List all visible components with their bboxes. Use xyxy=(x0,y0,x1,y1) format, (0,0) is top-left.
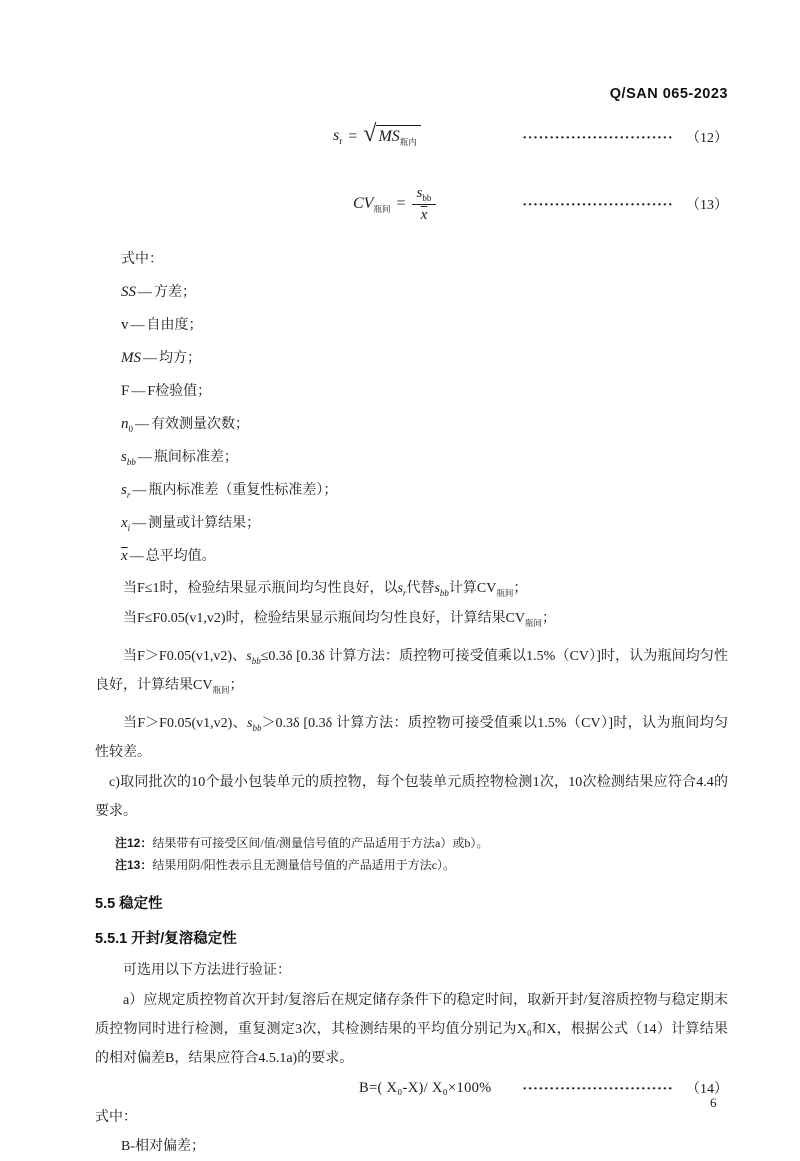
square-root xyxy=(363,121,421,149)
fraction-numerator: $s_{bb}$ xyxy=(412,184,437,205)
term-xbar: $\overline{x}$ — 总平均值。 xyxy=(121,548,216,564)
term-xi: $x_i$ — 测量或计算结果； xyxy=(121,515,261,533)
heading-5-5-1: 5.5.1 开封/复溶稳定性 xyxy=(95,931,237,947)
page-number: 6 xyxy=(710,1095,717,1110)
equation-12-formula: $s_r$ = √ $MS_{瓶内}$ xyxy=(333,125,421,149)
paragraph-method-a: a）应规定质控物首次开封/复溶后在规定储存条件下的稳定时间，取新开封/复溶质控物与稳定期末质控物同时进行检测，重复测定3次，其检测结果的平均值分别记为X₀和X，根据公式（14）计算结果的相对偏差B，结果应符合4.5.1a)的要求。 xyxy=(95,993,728,1066)
term-n0: $n_0$ — 有效测量次数； xyxy=(121,416,249,434)
term-v: v — 自由度； xyxy=(121,317,203,333)
note-13: 注13：结果用阴/阳性表示且无测量信号值的产品适用于方法c）。 xyxy=(115,858,456,872)
term-sr: $s_r$ — 瓶内标准差（重复性标准差）； xyxy=(121,482,338,500)
radical-sign: √ xyxy=(363,121,377,147)
heading-5-5: 5.5 稳定性 xyxy=(95,896,163,912)
equation-14 xyxy=(95,1075,728,1101)
doc-code-header: Q/SAN 065-2023 xyxy=(609,86,728,102)
term-b: B-相对偏差； xyxy=(121,1139,205,1154)
paragraph-f-gt-f005-good: 当F＞F0.05(v1,v2)、$s_{bb}\le 0.3\delta$ [0.3δ 计算方法：质控物可接受值乘以1.5%（CV）]时，认为瓶间均匀性良好，计算结果$CV_{瓶间}$； xyxy=(95,649,728,695)
term-sbb: $s_{bb}$ — 瓶间标准差； xyxy=(121,449,238,467)
notes xyxy=(95,832,728,876)
dotted-leader xyxy=(522,135,674,140)
paragraph-method-c: c)取同批次的10个最小包装单元的质控物，每个包装单元质控物检测1次，10次检测结果应符合4.4的要求。 xyxy=(95,775,728,819)
paragraph-f-le-f005: 当F≤F0.05(v1,v2)时，检验结果显示瓶间均匀性良好，计算结果$CV_{瓶间}$； xyxy=(123,611,557,628)
dotted-leader xyxy=(522,1086,674,1091)
fraction-denominator: x xyxy=(420,206,428,223)
term-f: F — F检验值； xyxy=(121,383,212,399)
radicand: $MS_{瓶内}$ xyxy=(376,125,420,147)
where-intro: 式中： xyxy=(121,252,163,267)
symbol-definitions xyxy=(95,244,728,573)
note-12: 注12：结果带有可接受区间/值/测量信号值的产品适用于方法a）或b）。 xyxy=(115,836,489,850)
equation-13-formula: $CV_{瓶间}$ = $\frac{s_{bb}}{x}$ xyxy=(353,184,436,225)
fraction xyxy=(412,184,437,225)
equation-12-number: （12） xyxy=(686,131,728,146)
symbol-sr: s xyxy=(333,127,340,145)
dotted-leader xyxy=(522,202,674,207)
where-intro-2: 式中： xyxy=(95,1110,137,1125)
paragraph-f-le-1: 当F≤1时，检验结果显示瓶间均匀性良好，以$s_r$代替$s_{bb}$计算$CV_{瓶间}$； xyxy=(123,581,528,598)
term-ss: SS — 方差； xyxy=(121,284,196,300)
paragraph-f-gt-f005-poor: 当F＞F0.05(v1,v2)、$s_{bb}>0.3\delta$ [0.3δ 计算方法：质控物可接受值乘以1.5%（CV）]时，认为瓶间均匀性较差。 xyxy=(95,716,728,760)
equation-14-formula: B=( X₀-X)/ X₀×100% xyxy=(359,1079,492,1096)
term-ms: MS — 均方； xyxy=(121,350,201,366)
equation-12 xyxy=(95,116,728,158)
paragraph-methods-intro: 可选用以下方法进行验证： xyxy=(123,963,291,978)
equation-13 xyxy=(95,174,728,234)
symbol-cv: CV xyxy=(353,194,374,212)
equation-13-number: （13） xyxy=(686,198,728,213)
equation-14-number: （14） xyxy=(686,1082,728,1097)
